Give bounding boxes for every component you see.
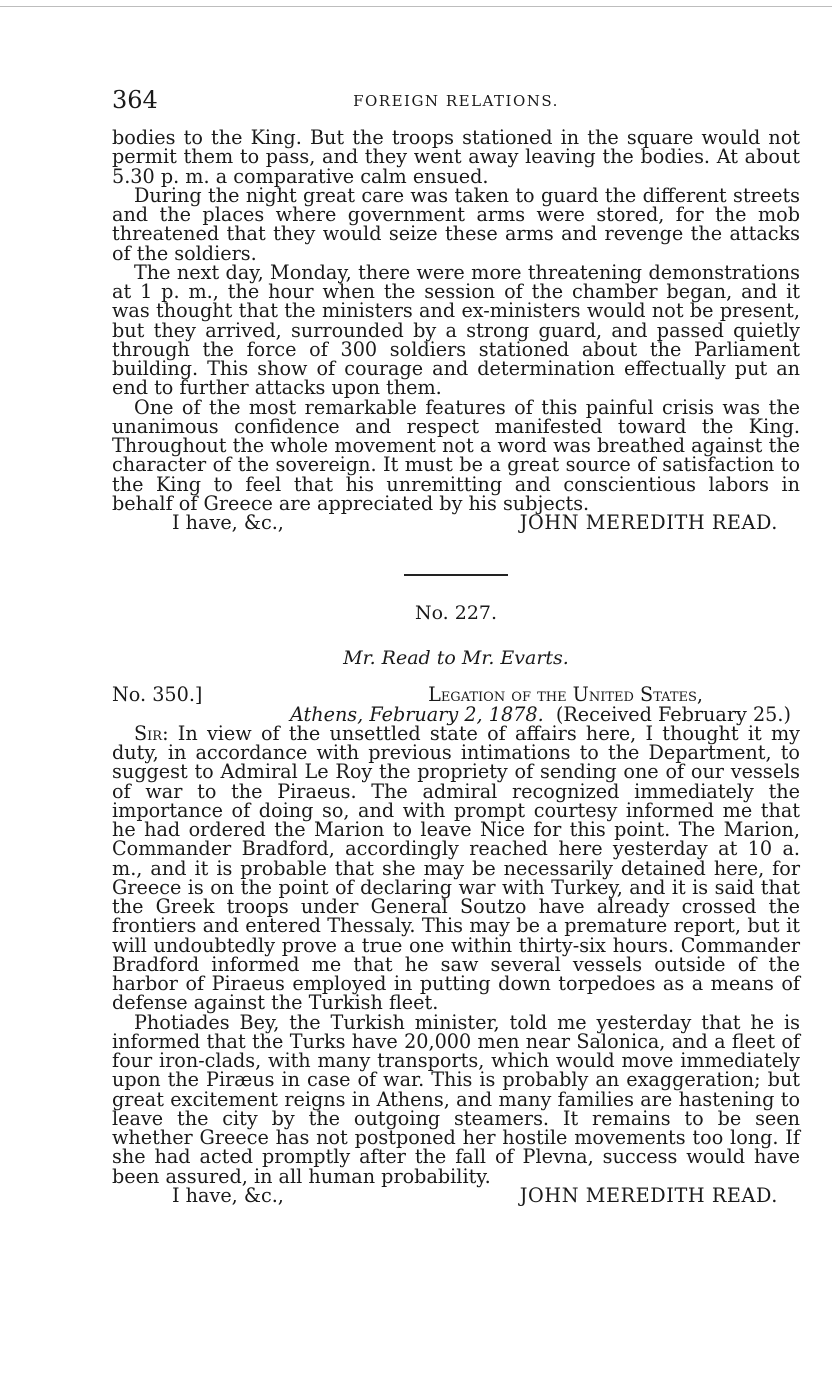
received-date: (Received February 25.) <box>555 702 791 726</box>
dispatch-header <box>112 685 800 724</box>
letter1-signature-block <box>112 513 800 532</box>
letter1-signature: JOHN MEREDITH READ. <box>519 511 778 534</box>
letter2-closing: I have, &c., <box>172 1183 284 1207</box>
document-number: No. 227. <box>414 602 498 625</box>
letter2-signature: JOHN MEREDITH READ. <box>519 1183 778 1207</box>
letter1-paragraph: The next day, Monday, there were more threatening demonstrations at 1 p. m., the hour when the session of the chamber began, and it was thought that the ministers and ex-ministers would not be present, but they arrived, surrounded by a strong guard, and passed quietly through the force of 300 soldiers stationed about the Parliament building. This show of courage and determination effectually put an end to further attacks upon them. <box>112 260 800 400</box>
page-top-rule <box>0 6 832 7</box>
letter1-closing: I have, &c., <box>172 511 284 534</box>
letter2-signature-block <box>112 1183 800 1207</box>
place-date: Athens, February 2, 1878. <box>290 702 544 726</box>
letter2-paragraph <box>112 721 800 1015</box>
salutation: Sir: <box>134 721 169 745</box>
letter1-paragraph: One of the most remarkable features of this painful crisis was the unanimous confidence and respect manifested toward the King. Throughout the whole movement not a word was breathed against the character of the sovereign. It must be a great source of satisfaction to the King to feel that his unremitting and conscientious labors in behalf of Greece are appreciated by his subjects. <box>112 395 800 515</box>
legation-heading: Legation of the United States, <box>428 683 703 707</box>
section-divider <box>404 574 508 576</box>
page-body <box>112 128 800 1205</box>
letter1-paragraph: During the night great care was taken to guard the different streets and the places where government arms were stored, for the mob threatened that they would seize these arms and revenge the attacks of the soldiers. <box>112 183 800 265</box>
running-title: FOREIGN RELATIONS. <box>353 92 559 110</box>
correspondence-heading: Mr. Read to Mr. Evarts. <box>343 647 569 670</box>
letter2-paragraph: Photiades Bey, the Turkish minister, told me yesterday that he is informed that the Turks have 20,000 men near Salonica, and a fleet of four iron-clads, with many transports, which would move immediately upon the Piræus in case of war. This is probably an exaggeration; but great excitement reigns in Athens, and many families are hastening to leave the city by the outgoing steamers. It remains to be seen whether Greece has not postponed her hostile movements too long. If she had acted promptly after the fall of Plevna, success would have been assured, in all human probability. <box>112 1010 800 1188</box>
page-number: 364 <box>112 86 158 114</box>
page-header <box>112 86 800 116</box>
letter1-paragraph: bodies to the King. But the troops stationed in the square would not permit them to pass, and they went away leaving the bodies. At about 5.30 p. m. a comparative calm ensued. <box>112 126 800 188</box>
dispatch-number: No. 350.] <box>112 683 203 707</box>
letter2-paragraph-text: In view of the unsettled state of affairs here, I thought it my duty, in accordance with previous intimations to the Department, to suggest to Admiral Le Roy the propriety of sending one of our vessels of war to the Piraeus. The admiral recognized immediately the importance of doing so, and with prompt courtesy informed me that he had ordered the Marion to leave Nice for this point. The Marion, Commander Bradford, accordingly reached here yesterday at 10 a. m., and it is probable that she may be necessarily detained here, for Greece is on the point of declaring war with Turkey, and it is said that the Greek troops under General Soutzo have already crossed the frontiers and entered Thessaly. This may be a premature report, but it will undoubtedly prove a true one within thirty-six hours. Commander Bradford informed me that he saw several vessels outside of the harbor of Piraeus employed in putting down torpedoes as a means of defense against the Turkish fleet. <box>112 721 800 1015</box>
